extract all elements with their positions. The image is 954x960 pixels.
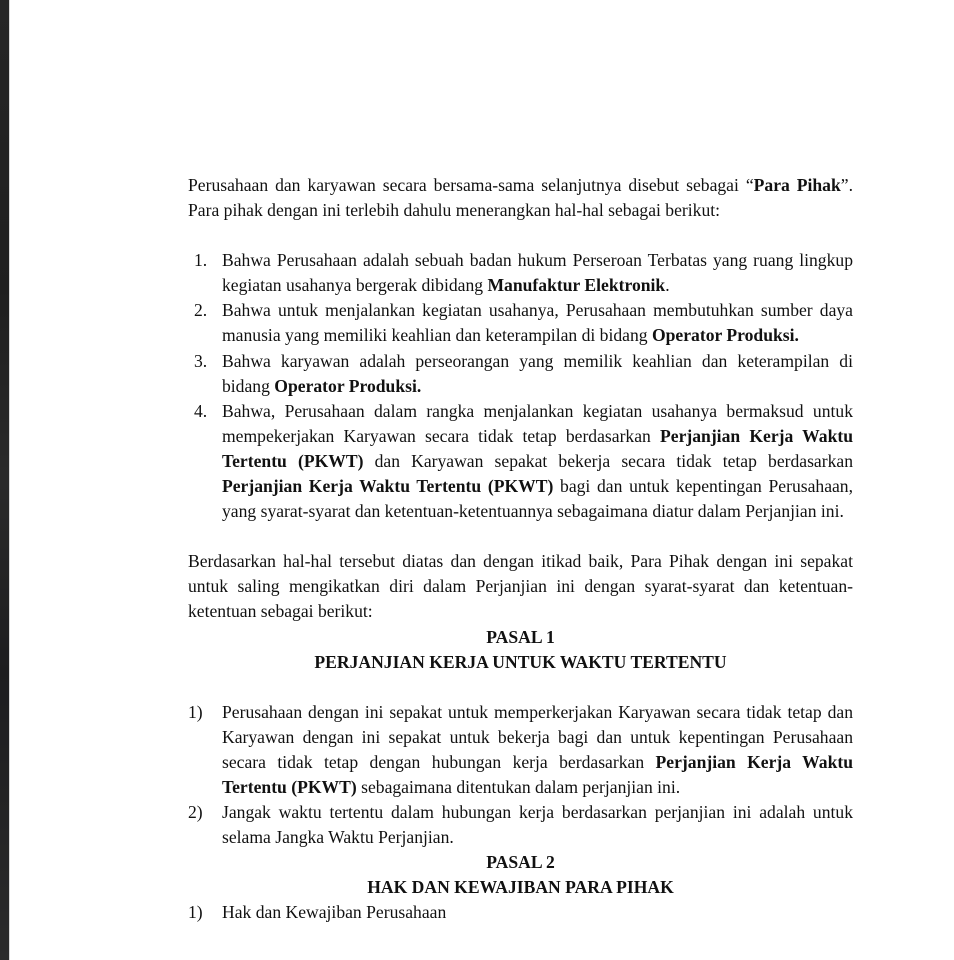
recital-text: dan Karyawan sepakat bekerja secara tidak tetap berdasarkan [363, 450, 854, 471]
recital-text: Bahwa Perusahaan adalah sebuah badan hukum Perseroan Terbatas yang ruang lingkup kegiatan usahanya bergerak dibidang [222, 250, 853, 296]
recital-bold: Operator Produksi. [651, 325, 799, 346]
intro-bold-term: Para Pihak [753, 175, 841, 195]
recital-bold: Operator Produksi. [274, 375, 422, 396]
intro-text-end: ”. Para pihak dengan ini terlebih dahulu menerangkan hal-hal sebagai berikut: [188, 175, 853, 221]
recital-text: Bahwa karyawan adalah perseorangan yang memilik keahlian dan keterampilan di bidang [222, 350, 853, 396]
pasal-1-number: PASAL 1 [486, 626, 555, 647]
clause-text: Jangak waktu tertentu dalam hubungan kerja berdasarkan perjanjian ini adalah untuk selama Jangka Waktu Perjanjian. [222, 802, 853, 848]
pasal-1-list [188, 700, 853, 851]
spacer [188, 675, 853, 700]
list-marker: 3. [194, 350, 208, 371]
intro-text: Perusahaan dan karyawan secara bersama-sama selanjutnya disebut sebagai “ [188, 175, 754, 195]
recitals-list [188, 248, 853, 524]
clause-text: sebagaimana ditentukan dalam perjanjian ini. [356, 776, 681, 797]
recital-item [188, 298, 853, 348]
pasal-2-list [188, 900, 853, 925]
pasal-2-item [188, 900, 853, 925]
recital-text: bagi dan untuk kepentingan Perusahaan, yang syarat-syarat dan ketentuan-ketentuannya sebagaimana diatur dalam Perjanjian ini. [222, 476, 854, 522]
list-marker: 2. [194, 300, 208, 321]
recital-bold: Manufaktur Elektronik [487, 275, 666, 296]
list-marker: 1) [188, 701, 203, 722]
document-body [188, 173, 853, 926]
document-page [10, 0, 954, 960]
recital-item [188, 399, 853, 524]
clause-text: Hak dan Kewajiban Perusahaan [222, 902, 447, 923]
pasal-1-item [188, 700, 853, 800]
list-marker: 1. [194, 250, 208, 271]
recital-text: . [665, 275, 670, 296]
pasal-2-title: HAK DAN KEWAJIBAN PARA PIHAK [367, 877, 674, 898]
recital-text: Bahwa untuk menjalankan kegiatan usahanya, Perusahaan membutuhkan sumber daya manusia yang memiliki keahlian dan keterampilan di bidang [222, 300, 853, 346]
recital-item [188, 248, 853, 298]
clause-bold: Perjanjian Kerja Waktu Tertentu (PKWT) [222, 751, 853, 797]
spacer [188, 524, 853, 549]
recital-text: Bahwa, Perusahaan dalam rangka menjalankan kegiatan usahanya bermaksud untuk mempekerjakan Karyawan secara tidak tetap berdasarkan [222, 400, 853, 446]
recital-bold: Perjanjian Kerja Waktu Tertentu (PKWT) [222, 476, 554, 497]
clause-text: Perusahaan dengan ini sepakat untuk memperkerjakan Karyawan secara tidak tetap dan Karyawan dengan ini sepakat untuk bekerja bagi dan untuk kepentingan Perusahaan secara tidak tetap dengan hubungan kerja berdasarkan [222, 701, 853, 772]
pasal-1-item [188, 800, 853, 850]
pasal-1-title: PERJANJIAN KERJA UNTUK WAKTU TERTENTU [314, 651, 727, 672]
intro-paragraph [188, 173, 853, 223]
recital-bold: Perjanjian Kerja Waktu Tertentu (PKWT) [222, 425, 853, 471]
pasal-2-number: PASAL 2 [486, 852, 555, 873]
spacer [188, 223, 853, 248]
list-marker: 4. [194, 400, 208, 421]
list-marker: 1) [188, 902, 203, 923]
closing-paragraph: Berdasarkan hal-hal tersebut diatas dan dengan itikad baik, Para Pihak dengan ini sepakat untuk saling mengikatkan diri dalam Perjanjian ini dengan syarat-syarat dan ketentuan-ketentuan sebagai berikut: [188, 551, 853, 622]
recital-item [188, 349, 853, 399]
list-marker: 2) [188, 802, 203, 823]
background-window-edge [0, 0, 10, 960]
